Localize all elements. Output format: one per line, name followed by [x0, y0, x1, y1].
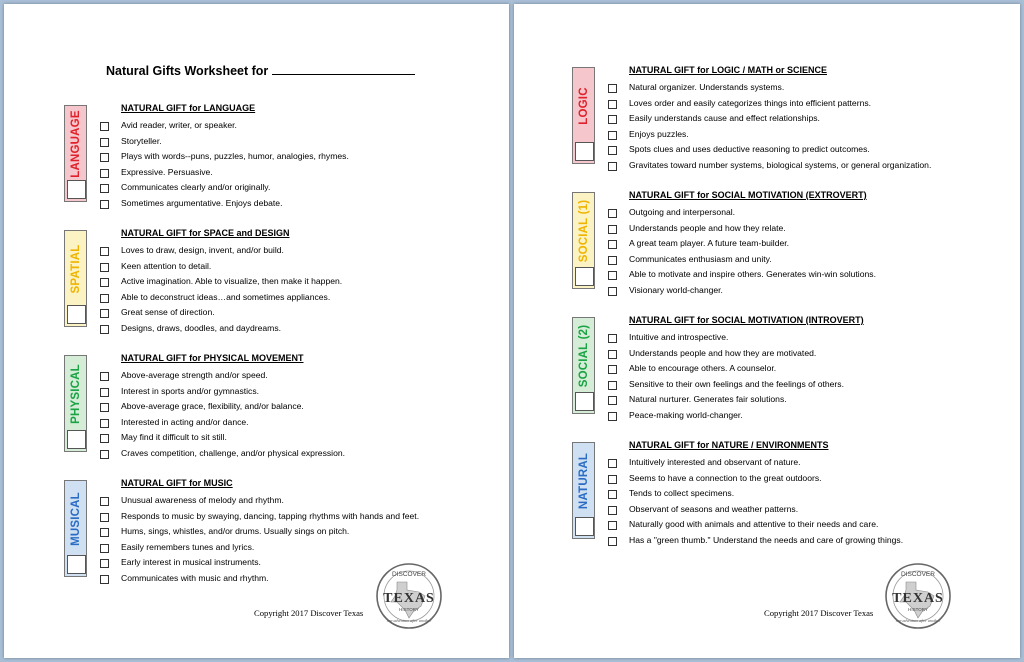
- logo-sub-text: HISTORY: [908, 607, 928, 612]
- checkbox: [100, 247, 109, 256]
- category-score-box: [575, 267, 594, 286]
- checklist-item-text: Easily remembers tunes and lyrics.: [121, 541, 255, 552]
- discover-texas-logo: [375, 562, 443, 630]
- checkbox: [100, 138, 109, 147]
- checkbox: [608, 84, 617, 93]
- checklist-item-text: Able to encourage others. A counselor.: [629, 363, 777, 374]
- checkbox: [608, 209, 617, 218]
- logo-main-text: TEXAS: [383, 591, 435, 606]
- checkbox: [100, 497, 109, 506]
- checkbox: [100, 153, 109, 162]
- category-tab: [572, 317, 595, 414]
- category-tab-label: LANGUAGE: [69, 110, 82, 178]
- logo-sub-text: HISTORY: [399, 607, 419, 612]
- checkbox: [100, 513, 109, 522]
- checkbox: [100, 278, 109, 287]
- category-tab-label: SOCIAL (2): [577, 324, 590, 388]
- checkbox: [100, 528, 109, 537]
- checkbox: [100, 263, 109, 272]
- checklist-item-text: Understands people and how they relate.: [629, 222, 786, 233]
- checklist-item-text: Communicates clearly and/or originally.: [121, 182, 271, 193]
- checklist-item-text: Communicates enthusiasm and unity.: [629, 253, 772, 264]
- checkbox: [608, 396, 617, 405]
- checklist-item-text: Sensitive to their own feelings and the feelings of others.: [629, 378, 844, 389]
- checklist-item-text: Tends to collect specimens.: [629, 488, 735, 499]
- checklist-item-text: Above-average grace, flexibility, and/or balance.: [121, 401, 304, 412]
- section-heading: NATURAL GIFT for NATURE / ENVIRONMENTS: [629, 440, 829, 450]
- checkbox: [608, 256, 617, 265]
- checkbox: [608, 334, 617, 343]
- category-tab-label: MUSICAL: [69, 492, 82, 546]
- checklist-item-text: Intuitive and introspective.: [629, 332, 729, 342]
- checkbox: [608, 381, 617, 390]
- checkbox: [608, 412, 617, 421]
- section-heading: NATURAL GIFT for MUSIC: [121, 478, 233, 488]
- category-tab: [572, 442, 595, 539]
- checkbox: [100, 450, 109, 459]
- checklist-item-text: Gravitates toward number systems, biological systems, or general organization.: [629, 159, 932, 170]
- checklist-item-text: Sometimes argumentative. Enjoys debate.: [121, 197, 283, 208]
- checklist-item-text: Understands people and how they are motivated.: [629, 347, 817, 358]
- section-heading: NATURAL GIFT for SPACE and DESIGN: [121, 228, 290, 238]
- checkbox: [608, 271, 617, 280]
- checklist-item-text: Outgoing and interpersonal.: [629, 207, 736, 217]
- checklist-item-text: Interested in acting and/or dance.: [121, 416, 249, 427]
- checkbox: [608, 146, 617, 155]
- copyright-text: Copyright 2017 Discover Texas: [254, 608, 364, 618]
- category-tab: [64, 230, 87, 327]
- checklist-item-text: Able to motivate and inspire others. Generates win-win solutions.: [629, 269, 876, 280]
- checklist-item-text: Plays with words--puns, puzzles, humor, analogies, rhymes.: [121, 151, 349, 162]
- discover-texas-logo: [884, 562, 952, 630]
- logo-main-text: TEXAS: [892, 591, 944, 606]
- worksheet-page-left: [4, 4, 509, 658]
- checkbox: [608, 506, 617, 515]
- checklist-item-text: Able to deconstruct ideas…and sometimes appliances.: [121, 291, 331, 302]
- checklist-item-text: Responds to music by swaying, dancing, tapping rhythms with hands and feet.: [121, 510, 420, 521]
- section-heading: NATURAL GIFT for LOGIC / MATH or SCIENCE: [629, 65, 827, 75]
- logo-ring-text: one adventure after another: [386, 618, 432, 623]
- worksheet-page-right: [514, 4, 1020, 658]
- category-tab: [572, 192, 595, 289]
- checkbox: [100, 200, 109, 209]
- checklist-item-text: Communicates with music and rhythm.: [121, 572, 269, 583]
- copyright-text: Copyright 2017 Discover Texas: [764, 608, 874, 618]
- checklist-item-text: Hums, sings, whistles, and/or drums. Usually sings on pitch.: [121, 526, 350, 537]
- checkbox: [608, 162, 617, 171]
- checkbox: [100, 122, 109, 131]
- checkbox: [608, 287, 617, 296]
- checklist-item-text: Naturally good with animals and attentive to their needs and care.: [629, 519, 879, 530]
- checklist-item-text: Observant of seasons and weather patterns.: [629, 503, 799, 514]
- name-blank-line: [272, 64, 415, 75]
- checkbox: [100, 325, 109, 334]
- checklist-item-text: Avid reader, writer, or speaker.: [121, 120, 237, 130]
- checklist-item-text: Above-average strength and/or speed.: [121, 370, 268, 380]
- checkbox: [608, 459, 617, 468]
- checkbox: [100, 403, 109, 412]
- checkbox: [100, 169, 109, 178]
- section-heading: NATURAL GIFT for PHYSICAL MOVEMENT: [121, 353, 304, 363]
- category-tab: [64, 355, 87, 452]
- checklist-item-text: Peace-making world-changer.: [629, 409, 743, 420]
- category-score-box: [575, 517, 594, 536]
- checkbox: [100, 388, 109, 397]
- checklist-item-text: Natural organizer. Understands systems.: [629, 82, 785, 92]
- checklist-item-text: Designs, draws, doodles, and daydreams.: [121, 322, 282, 333]
- checkbox: [608, 225, 617, 234]
- category-score-box: [67, 430, 86, 449]
- checklist-item-text: Early interest in musical instruments.: [121, 557, 261, 568]
- checklist-item-text: Expressive. Persuasive.: [121, 166, 213, 177]
- checklist-item-text: Loves order and easily categorizes things into efficient patterns.: [629, 97, 872, 108]
- section-heading: NATURAL GIFT for SOCIAL MOTIVATION (EXTROVERT): [629, 190, 867, 200]
- checkbox: [608, 100, 617, 109]
- logo-top-text: DISCOVER: [392, 571, 426, 578]
- checklist-item-text: Visionary world-changer.: [629, 284, 723, 295]
- checkbox: [100, 372, 109, 381]
- checkbox: [608, 475, 617, 484]
- category-score-box: [67, 555, 86, 574]
- checkbox: [100, 309, 109, 318]
- worksheet-title: Natural Gifts Worksheet for: [106, 64, 415, 78]
- checkbox: [608, 490, 617, 499]
- category-tab: [64, 480, 87, 577]
- category-tab-label: PHYSICAL: [69, 364, 82, 424]
- section-heading: NATURAL GIFT for SOCIAL MOTIVATION (INTROVERT): [629, 315, 864, 325]
- checklist-item-text: Spots clues and uses deductive reasoning to predict outcomes.: [629, 144, 870, 155]
- checkbox: [100, 434, 109, 443]
- checklist-item-text: Active imagination. Able to visualize, then make it happen.: [121, 276, 343, 287]
- checklist-item-text: Craves competition, challenge, and/or physical expression.: [121, 447, 346, 458]
- checkbox: [100, 419, 109, 428]
- category-tab: [64, 105, 87, 202]
- discover-texas-logo-graphic: [375, 562, 443, 630]
- checkbox: [608, 240, 617, 249]
- category-tab-label: NATURAL: [577, 452, 590, 510]
- logo-top-text: DISCOVER: [901, 571, 935, 578]
- checklist-item-text: Unusual awareness of melody and rhythm.: [121, 495, 284, 505]
- checklist-item-text: Storyteller.: [121, 135, 162, 146]
- checklist-item-text: A great team player. A future team-builder.: [629, 238, 790, 249]
- checkbox: [100, 294, 109, 303]
- checklist-item-text: Keen attention to detail.: [121, 260, 212, 271]
- checklist-item-text: Seems to have a connection to the great outdoors.: [629, 472, 822, 483]
- checklist-item-text: Loves to draw, design, invent, and/or build.: [121, 245, 284, 255]
- checklist-item-text: Has a "green thumb." Understand the needs and care of growing things.: [629, 534, 904, 545]
- checkbox: [608, 521, 617, 530]
- category-score-box: [575, 142, 594, 161]
- discover-texas-logo-graphic: [884, 562, 952, 630]
- logo-ring-text: one adventure after another: [895, 618, 941, 623]
- checklist-item-text: Great sense of direction.: [121, 307, 215, 318]
- checkbox: [100, 184, 109, 193]
- checkbox: [608, 115, 617, 124]
- checklist-item-text: Interest in sports and/or gymnastics.: [121, 385, 260, 396]
- checklist-item-text: Easily understands cause and effect relationships.: [629, 113, 820, 124]
- category-score-box: [575, 392, 594, 411]
- section-heading: NATURAL GIFT for LANGUAGE: [121, 103, 256, 113]
- checklist-item-text: Enjoys puzzles.: [629, 128, 689, 139]
- checkbox: [608, 350, 617, 359]
- category-tab-label: SPATIAL: [69, 244, 82, 294]
- checkbox: [100, 575, 109, 584]
- checkbox: [100, 559, 109, 568]
- category-score-box: [67, 305, 86, 324]
- checklist-item-text: Natural nurturer. Generates fair solutions.: [629, 394, 787, 405]
- checklist-item-text: Intuitively interested and observant of nature.: [629, 457, 801, 467]
- category-tab: [572, 67, 595, 164]
- checkbox: [608, 537, 617, 546]
- checklist-item-text: May find it difficult to sit still.: [121, 432, 227, 443]
- checkbox: [100, 544, 109, 553]
- category-score-box: [67, 180, 86, 199]
- checkbox: [608, 131, 617, 140]
- category-tab-label: LOGIC: [577, 87, 590, 125]
- category-tab-label: SOCIAL (1): [577, 199, 590, 263]
- checkbox: [608, 365, 617, 374]
